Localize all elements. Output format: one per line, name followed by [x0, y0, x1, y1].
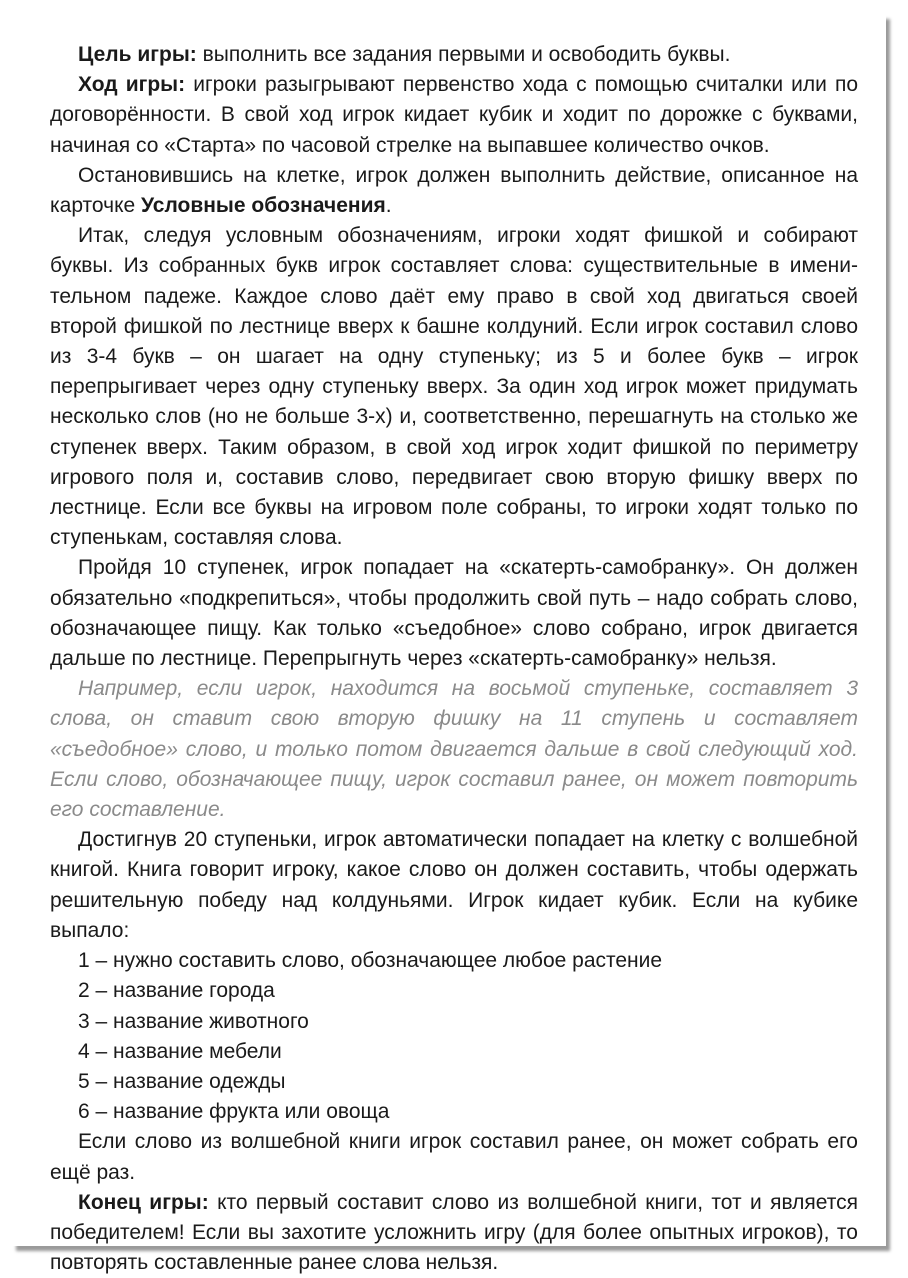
end-text: кто первый составит слово из волшебной книги, тот и является победителем! Если вы захотите усложнить игру (для более опытных игроков), то повторять составленные ранее слова нельзя. — [50, 1190, 858, 1275]
dice-option: 1 – нужно составить слово, обозначающее любое растение — [78, 949, 663, 973]
stop-end: . — [385, 194, 392, 218]
end-label: Конец игры: — [78, 1190, 209, 1214]
dice-option: 3 – название животного — [78, 1009, 309, 1033]
goal-paragraph — [50, 40, 858, 70]
tablecloth-paragraph: Пройдя 10 ступенек, игрок попадает на «скатерть-самобранку». Он должен обязательно «подкрепиться», чтобы продолжить свой путь – надо собрать слово, обозначающее пищу. Как только «съедобное» слово собрано, игрок двигается дальше по лестнице. Перепрыгнуть через «скатерть-самобранку» нельзя. — [50, 556, 858, 671]
goal-label: Цель игры: — [78, 43, 197, 66]
rules-content — [50, 40, 858, 1278]
turn-text: игроки разыгрывают первенство хода с помощью считалки или по договорённости. В свой ход игрок кидает кубик и ходит по дорожке с буквами, начиная со «Старта» по часовой стрелке на выпавшее количество очков. — [50, 73, 859, 157]
words-paragraph: Итак, следуя условным обозначениям, игроки ходят фишкой и собирают буквы. Из собранных букв игрок составляет слова: существительные в именительном падеже. Каждое слово даёт ему право в свой ход двигаться своей второй фишкой по лестнице вверх к башне колдуний. Если игрок составил слово из 3-4 букв – он шагает на одну ступеньку; из 5 и более букв – игрок перепрыгивает через одну ступеньку вверх. За один ход игрок может придумать несколько слов (но не больше 3-х) и, соответственно, перешагнуть на столько же ступенек вверх. Таким образом, в свой ход игрок ходит фишкой по периметру игрового поля и, составив слово, передвигает свою вторую фишку вверх по лестнице. Если все буквы на игровом поле собраны, то игроки ходят только по ступенькам, составляя слова. — [50, 224, 858, 550]
book-paragraph: Достигнув 20 ступеньки, игрок автоматически попадает на клетку с волшебной книгой. Книга говорит игроку, какое слово он должен составить, чтобы одержать решительную победу над колдуньями. Игрок кидает кубик. Если на кубике выпало: — [50, 828, 858, 942]
end-paragraph — [50, 1188, 858, 1278]
dice-option: 6 – название фрукта или овоща — [78, 1100, 390, 1124]
rules-page — [12, 14, 886, 1275]
goal-text: выполнить все задания первыми и освободить буквы. — [196, 43, 731, 66]
repeat-paragraph: Если слово из волшебной книги игрок составил ранее, он может собрать его ещё раз. — [50, 1130, 858, 1184]
turn-label: Ход игры: — [78, 73, 186, 97]
dice-option: 2 – название города — [78, 979, 275, 1003]
dice-option: 5 – название одежды — [78, 1069, 286, 1093]
legend-card-name: Условные обозначения — [141, 194, 386, 218]
dice-options-list — [50, 946, 858, 1127]
example-paragraph: Например, если игрок, находится на восьмой ступеньке, составляет 3 слова, он ставит свою вторую фишку на 11 ступень и составляет «съедобное» слово, и только потом двигается дальше в свой следующий ход. Если слово, обозначающее пищу, игрок составил ранее, он может повторить его составление. — [50, 677, 858, 822]
turn-paragraph — [50, 70, 858, 161]
stop-text: Остановившись на клетке, игрок должен выполнить действие, описанное на карточке — [50, 163, 858, 218]
stop-paragraph — [50, 161, 858, 221]
dice-option: 4 – название мебели — [78, 1039, 282, 1063]
